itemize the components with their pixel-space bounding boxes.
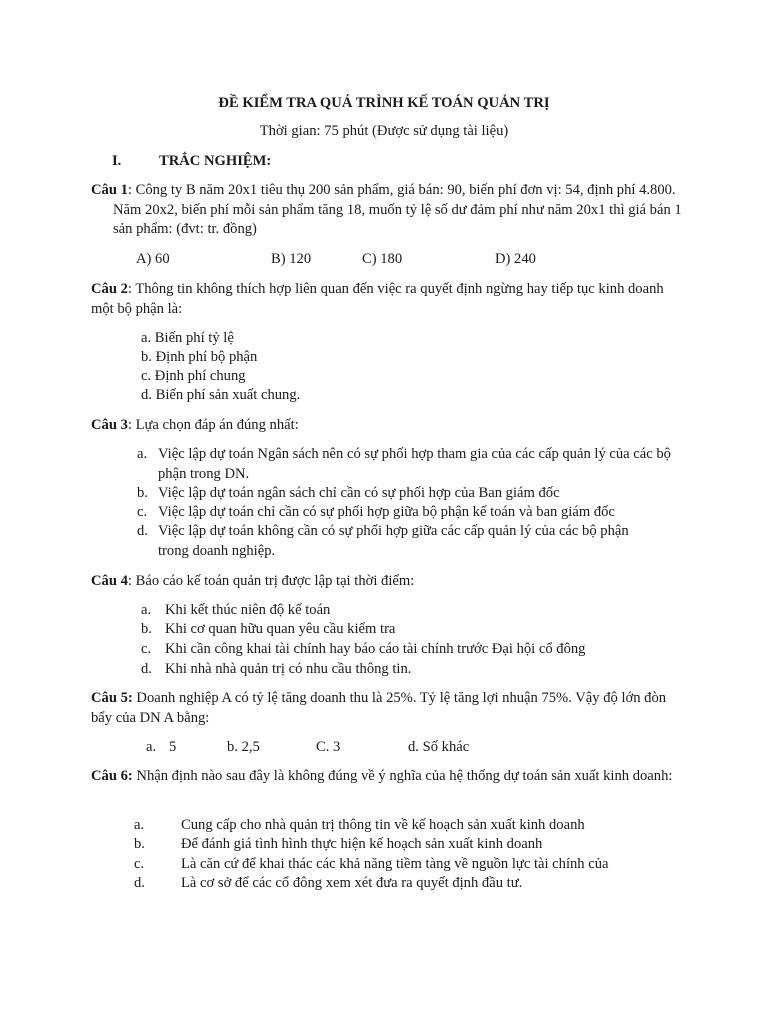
question-label: Câu 6: [91,768,133,784]
option-text-b: Khi cơ quan hữu quan yêu cầu kiểm tra [165,621,396,637]
option-letter-b: b. [137,485,148,501]
option-text-a: Việc lập dự toán Ngân sách nên có sự phối hợp tham gia của các cấp quản lý của các bộ phận trong DN. [158,446,671,482]
question-text: : Công ty B năm 20x1 tiêu thụ 200 sản phẩm, giá bán: 90, biến phí đơn vị: 54, định phí 4.800. Năm 20x2, biến phí mỗi sản phẩm tăng 18, muốn tỷ lệ số dư đảm phí như năm 20x1 thì giá bán 1 sản phẩm: (đvt: tr. đồng) [113,182,682,237]
option-text-a: Khi kết thúc niên độ kế toán [165,602,331,618]
option-letter-b: b. [141,621,152,637]
option-text-b: Việc lập dự toán ngân sách chỉ cần có sự phối hợp của Ban giám đốc [158,485,560,501]
question-text: Doanh nghiệp A có tỷ lệ tăng doanh thu là 25%. Tỷ lệ tăng lợi nhuận 75%. Vậy độ lớn đòn bẩy của DN A bằng: [91,690,667,726]
option-text-d: Khi nhà nhà quản trị có nhu cầu thông tin. [165,661,412,677]
exam-subtitle: Thời gian: 75 phút (Được sử dụng tài liệu) [259,123,509,139]
option-c: c. Định phí chung [141,368,246,384]
option-letter-c: c. [134,856,145,872]
option-letter-d: d. [141,661,152,677]
question-label: Câu 3 [91,417,128,433]
section-title: TRẮC NGHIỆM: [159,153,272,169]
option-letter-a: a. [137,446,148,462]
option-letter-a: a. [134,817,145,833]
option-letter-a: a. [146,739,157,755]
option-letter-d: d. [134,875,145,891]
option-b: b. Định phí bộ phận [141,349,258,365]
option-letter-c: c. [137,504,148,520]
question-1 [91,181,699,240]
option-b: B) 120 [271,251,312,267]
question-text: : Báo cáo kế toán quản trị được lập tại thời điểm: [127,573,415,589]
option-letter-b: b. [134,836,145,852]
option-a: 5 [169,739,177,755]
question-text: : Thông tin không thích hợp liên quan đến việc ra quyết định ngừng hay tiếp tục kinh doanh một bộ phận là: [91,281,664,317]
question-2 [91,280,677,319]
option-text-c: Việc lập dự toán chỉ cần có sự phối hợp giữa bộ phận kế toán và ban giám đốc [158,504,615,520]
option-letter-d: d. [137,523,148,539]
question-text: : Lựa chọn đáp án đúng nhất: [127,417,299,433]
question-label: Câu 1 [91,182,128,198]
option-text-c: Khi cần công khai tài chính hay báo cáo tài chính trước Đại hội cổ đông [165,641,586,657]
option-letter-c: c. [141,641,152,657]
option-text-b: Để đánh giá tình hình thực hiện kế hoạch sản xuất kinh doanh [181,836,543,852]
option-d: d. Số khác [408,739,470,755]
option-d: d. Biến phí sản xuất chung. [141,387,301,403]
question-text: Nhận định nào sau đây là không đúng về ý nghĩa của hệ thống dự toán sản xuất kinh doanh: [132,768,673,784]
option-d: D) 240 [495,251,536,267]
question-3 [91,416,677,436]
option-letter-a: a. [141,602,152,618]
option-c: C) 180 [362,251,403,267]
option-a: a. Biến phí tỷ lệ [141,330,234,346]
question-5 [91,689,677,728]
option-text-d: Việc lập dự toán không cần có sự phối hợp giữa các cấp quản lý của các bộ phận trong doanh nghiệp. [158,523,629,559]
question-6 [91,767,677,787]
option-a: A) 60 [136,251,170,267]
option-c: C. 3 [316,739,341,755]
option-text-d: Là cơ sở để các cổ đông xem xét đưa ra quyết định đầu tư. [181,875,523,891]
question-4 [91,572,677,592]
option-text-a: Cung cấp cho nhà quản trị thông tin về kế hoạch sản xuất kinh doanh [181,817,585,833]
exam-title: ĐỀ KIỂM TRA QUÁ TRÌNH KẾ TOÁN QUẢN TRỊ [218,95,550,111]
question-label: Câu 4 [91,573,128,589]
option-b: b. 2,5 [227,739,260,755]
option-text-c: Là căn cứ để khai thác các khả năng tiềm tàng về nguồn lực tài chính của [181,856,609,872]
question-label: Câu 5: [91,690,133,706]
section-number: I. [112,153,122,169]
question-label: Câu 2 [91,281,128,297]
